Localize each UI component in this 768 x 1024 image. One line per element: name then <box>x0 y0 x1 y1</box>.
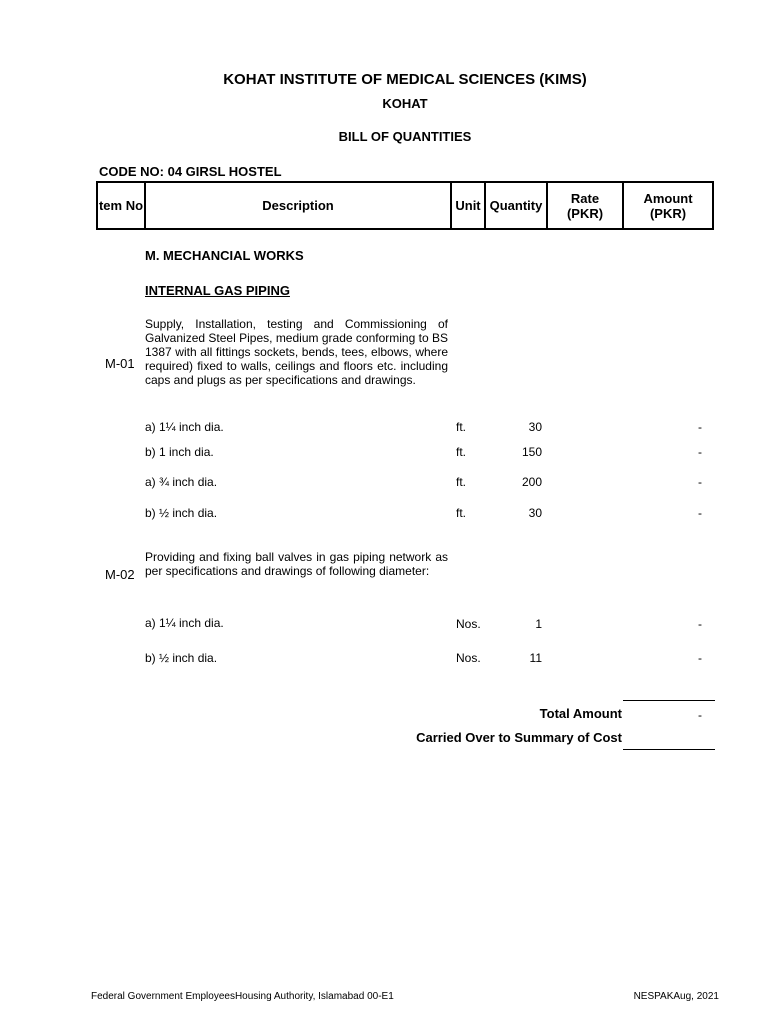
total-amount-label: Total Amount <box>539 706 622 721</box>
row-amount: - <box>698 506 702 520</box>
item-description: Providing and fixing ball valves in gas piping network as per specifications and drawings of following diameter: <box>145 550 448 578</box>
total-amount-value: - <box>698 708 702 722</box>
item-code: M-02 <box>105 567 135 582</box>
row-amount: - <box>698 617 702 631</box>
boq-header-table <box>96 181 714 230</box>
row-quantity: 11 <box>529 651 542 665</box>
row-amount: - <box>698 475 702 489</box>
footer-left: Federal Government EmployeesHousing Authority, Islamabad 00-E1 <box>91 991 394 1002</box>
row-amount: - <box>698 445 702 459</box>
row-unit: ft. <box>456 475 467 489</box>
col-amount: Amount (PKR) <box>623 182 713 229</box>
col-description: Description <box>145 182 451 229</box>
row-description: a) ¾ inch dia. <box>145 475 218 489</box>
row-description: a) 1¼ inch dia. <box>145 616 224 630</box>
section-title: M. MECHANCIAL WORKS <box>145 248 304 263</box>
row-unit: Nos. <box>456 651 481 665</box>
row-quantity: 30 <box>528 420 542 434</box>
row-unit: Nos. <box>456 617 481 631</box>
row-description: a) 1¼ inch dia. <box>145 420 224 434</box>
row-quantity: 150 <box>521 445 542 459</box>
header-row <box>97 182 713 229</box>
item-description: Supply, Installation, testing and Commissioning of Galvanized Steel Pipes, medium grade conforming to BS 1387 with all fittings sockets, bends, tees, elbows, where required) fixed to walls, ceilings and floors etc. including caps and plugs as per specifications and drawings. <box>145 317 448 387</box>
total-rule-bottom <box>623 749 715 750</box>
institute-title: KOHAT INSTITUTE OF MEDICAL SCIENCES (KIMS) <box>223 71 587 88</box>
col-rate: Rate (PKR) <box>547 182 623 229</box>
city-title: KOHAT <box>382 96 428 111</box>
row-unit: ft. <box>456 420 467 434</box>
col-item-no: tem No <box>97 182 145 229</box>
row-description: b) 1 inch dia. <box>145 445 214 459</box>
col-quantity: Quantity <box>485 182 547 229</box>
row-unit: ft. <box>456 506 467 520</box>
code-label: CODE NO: 04 GIRSL HOSTEL <box>99 164 282 179</box>
document-title: BILL OF QUANTITIES <box>338 129 472 144</box>
row-quantity: 200 <box>521 475 542 489</box>
row-description: b) ½ inch dia. <box>145 651 218 665</box>
row-quantity: 1 <box>535 617 542 631</box>
row-amount: - <box>698 420 702 434</box>
item-code: M-01 <box>105 356 135 371</box>
row-quantity: 30 <box>528 506 542 520</box>
footer-right: NESPAKAug, 2021 <box>633 991 719 1002</box>
row-description: b) ½ inch dia. <box>145 506 218 520</box>
total-rule-top <box>623 700 715 701</box>
carried-over-label: Carried Over to Summary of Cost <box>416 730 622 745</box>
section-subtitle: INTERNAL GAS PIPING <box>145 283 290 298</box>
col-unit: Unit <box>451 182 485 229</box>
row-unit: ft. <box>456 445 467 459</box>
row-amount: - <box>698 651 702 665</box>
